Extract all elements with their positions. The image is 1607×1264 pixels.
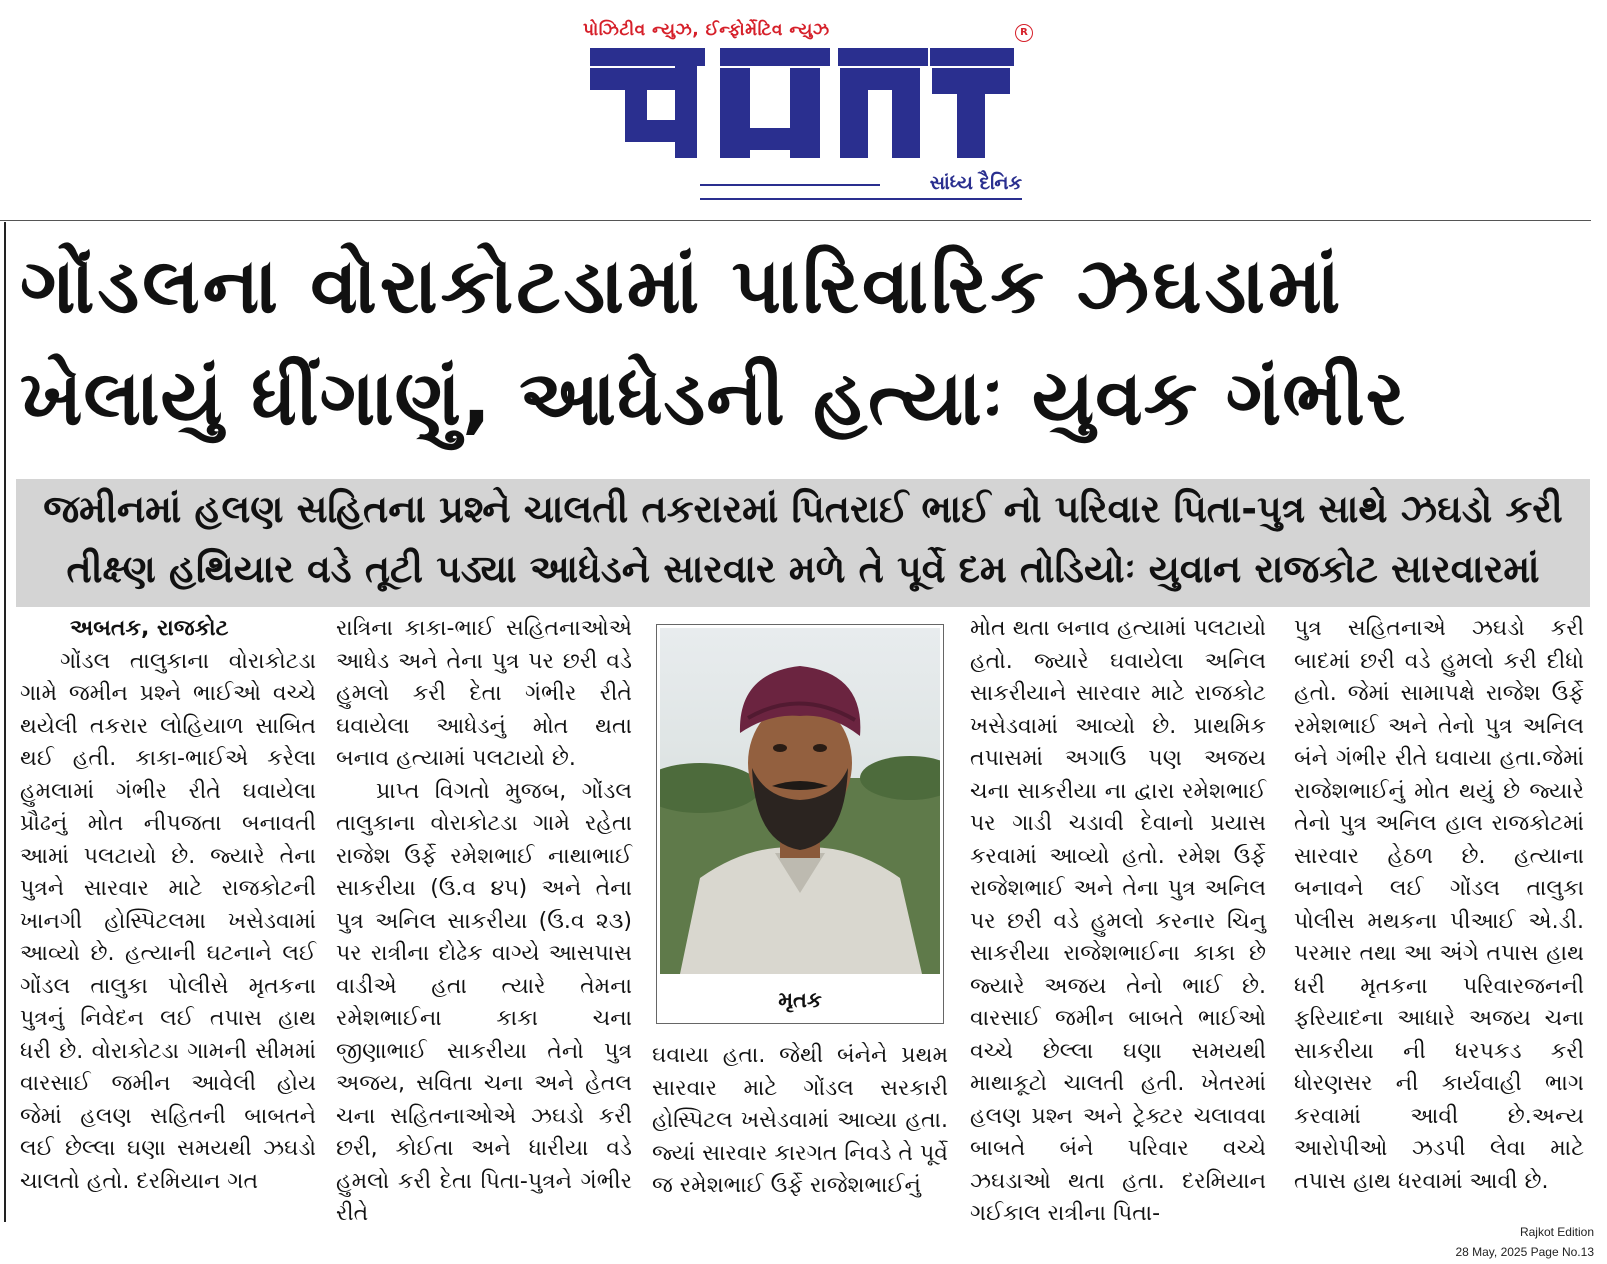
- article-column-5: [1294, 613, 1584, 1198]
- article-column-1: [20, 613, 316, 1198]
- subtitle-underline: [700, 198, 1022, 200]
- page-footer: [1455, 1222, 1594, 1262]
- column-2-paragraph-1: રાત્રિના કાકા-ભાઈ સહિતનાઓએ આધેડ અને તેના પુત્ર પર છરી વડે હુમલો કરી દેતા ગંભીર રીતે ઘવાયેલા આધેડનું મોત થતા બનાવ હત્યામાં પલટાયો છે.: [336, 616, 632, 771]
- newspaper-logo: [580, 38, 1020, 168]
- masthead-subtitle-block: [700, 172, 1022, 198]
- deceased-person-photo: [660, 628, 940, 974]
- date-page-label: 28 May, 2025 Page No.13: [1455, 1245, 1594, 1259]
- column-4-paragraph: મોત થતા બનાવ હત્યામાં પલટાયો હતો. જ્યારે ઘવાયેલા અનિલ સાકરીયાને સારવાર માટે રાજકોટ ખસેડવામાં આવ્યો છે. પ્રાથમિક તપાસમાં અગાઉ પણ અજય ચના સાકરીયા ના દ્વારા રમેશભાઈ પર ગાડી ચડાવી દેવાનો પ્રયાસ કરવામાં આવ્યો હતો. રમેશ ઉર્ફે રાજેશભાઈ અને તેના પુત્ર અનિલ પર છરી વડે હુમલો કરનાર ચિનુ સાકરીયા રાજેશભાઈના કાકા છે જ્યારે અજય તેનો ભાઈ છે. વારસાઈ જમીન બાબતે ભાઈઓ વચ્ચે છેલ્લા ઘણા સમયથી માથાકૂટો ચાલતી હતી. ખેતરમાં હલણ પ્રશ્ન અને ટ્રેક્ટર ચલાવવા બાબતે બંને પરિવાર વચ્ચે ઝઘડાઓ થતા હતા. દરમિયાન ગઈકાલ રાત્રીના પિતા-: [970, 616, 1266, 1226]
- byline: અબતક, રાજકોટ: [70, 616, 229, 641]
- column-1-paragraph: ગોંડલ તાલુકાના વોરાકોટડા ગામે જમીન પ્રશ્ને ભાઈઓ વચ્ચે થયેલી તકરાર લોહિયાળ સાબિત થઈ હતી. કાકા-ભાઈએ કરેલા હુમલામાં ગંભીર રીતે ઘવાયેલા પ્રૌઢનું મોત નીપજતા બનાવતી આમાં પલટાયો છે. જ્યારે તેના પુત્રને સારવાર માટે રાજકોટની ખાનગી હોસ્પિટલમા ખસેડવામાં આવ્યો છે. હત્યાની ઘટનાને લઈ ગોંડલ તાલુકા પોલીસે મૃતકના પુત્રનું નિવેદન લઈ તપાસ હાથ ધરી છે. વોરાકોટડા ગામની સીમમાં વારસાઈ જમીન આવેલી હોય જેમાં હલણ સહિતની બાબતને લઈ છેલ્લા ઘણા સમયથી ઝઘડો ચાલતો હતો. દરમિયાન ગત: [20, 648, 316, 1194]
- subheadline-deck: [16, 479, 1590, 607]
- headline-line-2: ખેલાયું ધીંગાણું, આધેડની હત્યાઃ યુવક ગંભીર: [20, 353, 1407, 442]
- headline-line-1: ગોંડલના વોરાકોટડામાં પારિવારિક ઝઘડામાં: [20, 241, 1344, 330]
- photo-figure: [656, 624, 944, 1024]
- subtitle-divider: [700, 184, 880, 186]
- headline: [20, 230, 1590, 454]
- article-column-2: [336, 613, 632, 1231]
- masthead: [0, 0, 1607, 215]
- deck-line-1: જમીનમાં હલણ સહિતના પ્રશ્ને ચાલતી તકરારમાં પિતરાઈ ભાઈ નો પરિવાર પિતા-પુત્ર સાથે ઝઘડો કરી: [43, 487, 1563, 531]
- photo-caption: મૃતક: [778, 988, 822, 1012]
- masthead-subtitle: સાંધ્ય દૈનિક: [929, 172, 1022, 194]
- registered-mark-icon: R: [1015, 24, 1033, 42]
- article-column-3: [652, 1040, 948, 1203]
- column-3-paragraph: ઘવાયા હતા. જેથી બંનેને પ્રથમ સારવાર માટે ગોંડલ સરકારી હોસ્પિટલ ખસેડવામાં આવ્યા હતા. જ્યાં સારવાર કારગત નિવડે તે પૂર્વે જ રમેશભાઈ ઉર્ફે રાજેશભાઈનું: [652, 1043, 948, 1198]
- column-5-paragraph: પુત્ર સહિતનાએ ઝઘડો કરી બાદમાં છરી વડે હુમલો કરી દીધો હતો. જેમાં સામાપક્ષે રાજેશ ઉર્ફે રમેશભાઈ અને તેનો પુત્ર અનિલ બંને ગંભીર રીતે ઘવાયા હતા.જેમાં રાજેશભાઈનું મોત થયું છે જ્યારે તેનો પુત્ર અનિલ હાલ રાજકોટમાં સારવાર હેઠળ છે. હત્યાના બનાવને લઈ ગોંડલ તાલુકા પોલીસ મથકના પીઆઈ એ.ડી. પરમાર તથા આ અંગે તપાસ હાથ ધરી મૃતકના પરિવારજનની ફરિયાદના આધારે અજય ચના સાકરીયા ની ધરપકડ કરી ધોરણસર ની કાર્યવાહી ભાગ કરવામાં આવી છે.અન્ય આરોપીઓ ઝડપી લેવા માટે તપાસ હાથ ધરવામાં આવી છે.: [1294, 616, 1584, 1194]
- column-2-paragraph-2: પ્રાપ્ત વિગતો મુજબ, ગોંડલ તાલુકાના વોરાકોટડા ગામે રહેતા રાજેશ ઉર્ફે રમેશભાઈ નાથાભાઈ સાકરીયા (ઉ.વ ૪૫) અને તેના પુત્ર અનિલ સાકરીયા (ઉ.વ ૨૩) પર રાત્રીના દોઢેક વાગ્યે આસપાસ વાડીએ હતા ત્યારે તેમના રમેશભાઈના કાકા ચના જીણાભાઈ સાકરીયા તેનો પુત્ર અજય, સવિતા ચના અને હેતલ ચના સહિતનાઓએ ઝઘડો કરી છરી, કોઈતા અને ધારીયા વડે હુમલો કરી દેતા પિતા-પુત્રને ગંભીર રીતે: [336, 778, 632, 1226]
- page-left-rule: [4, 222, 6, 1222]
- edition-label: Rajkot Edition: [1519, 1225, 1594, 1239]
- masthead-tagline: પોઝિટીવ ન્યુઝ, ઈન્ફોર્મેટિવ ન્યુઝ: [583, 20, 830, 40]
- header-divider: [0, 220, 1591, 221]
- deck-line-2: તીક્ષ્ણ હથિયાર વડે તૂટી પડ્યા આધેડને સારવાર મળે તે પૂર્વે દમ તોડિયોઃ યુવાન રાજકોટ સારવારમાં: [66, 547, 1540, 591]
- article-column-4: [970, 613, 1266, 1231]
